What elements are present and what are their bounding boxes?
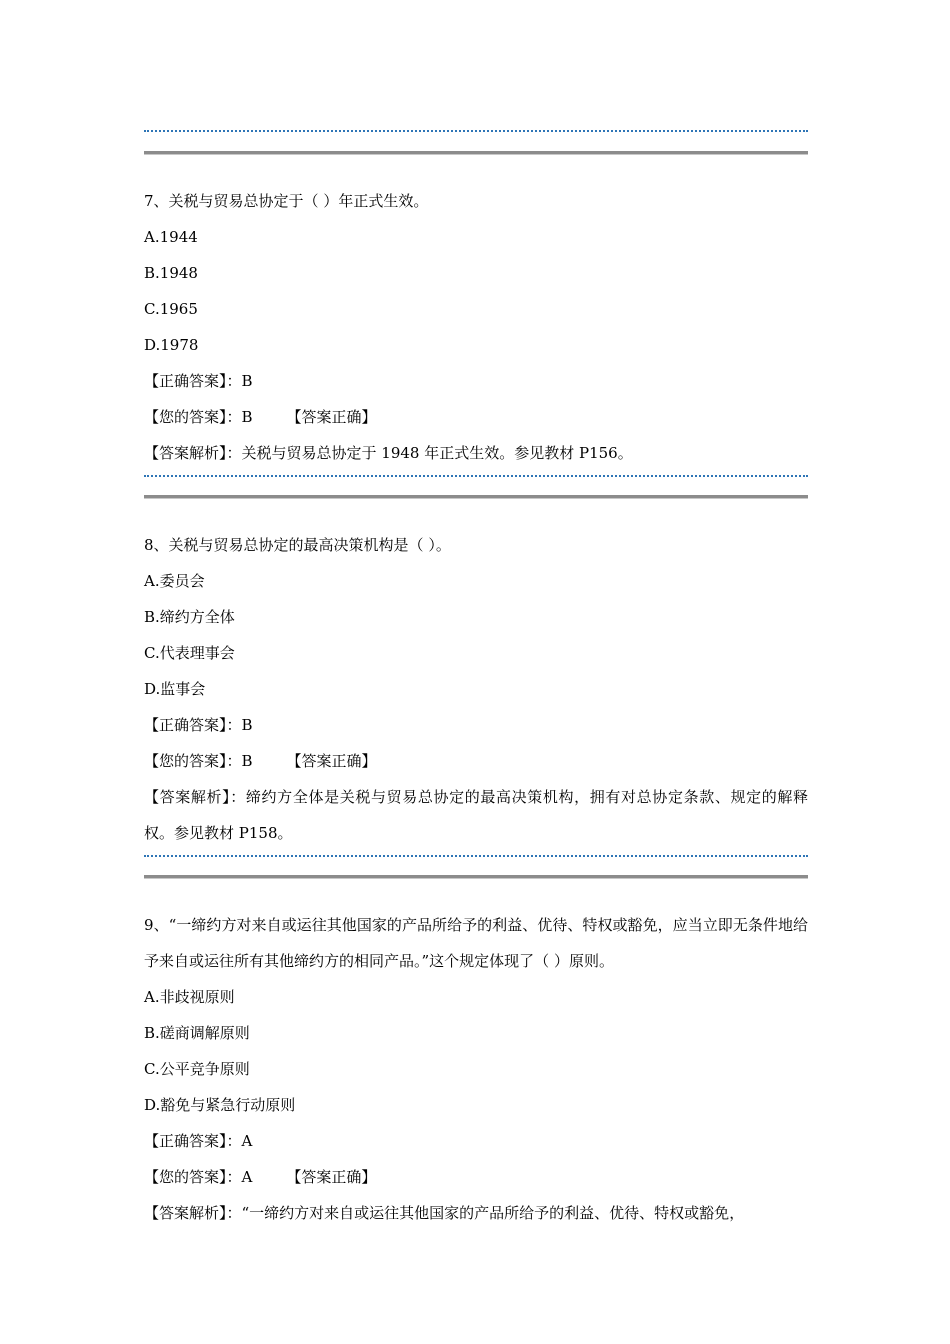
option-a: A.非歧视原则 (144, 988, 235, 1006)
answer-status: 【答案正确】 (286, 1168, 377, 1186)
correct-answer-row (144, 707, 808, 743)
analysis-label: 【答案解析】： (144, 1204, 242, 1222)
option-d: D.豁免与紧急行动原则 (144, 1096, 296, 1114)
correct-answer-value: B (241, 716, 253, 734)
question-text: 8、关税与贸易总协定的最高决策机构是（ ）。 (144, 536, 451, 554)
option-b: B.磋商调解原则 (144, 1024, 250, 1042)
option-c: C.公平竞争原则 (144, 1060, 250, 1078)
question-text: 7、关税与贸易总协定于（ ）年正式生效。 (144, 192, 429, 210)
your-answer-value: B (241, 752, 253, 770)
correct-answer-row (144, 1123, 808, 1159)
analysis-text: 关税与贸易总协定于 1948 年正式生效。参见教材 P156。 (241, 444, 633, 462)
your-answer-row (144, 399, 808, 435)
your-answer-row (144, 1159, 808, 1195)
option-b: B.缔约方全体 (144, 608, 235, 626)
question-block-7 (144, 183, 808, 471)
page-content (144, 0, 808, 1231)
question-block-9 (144, 907, 808, 1231)
analysis-label: 【答案解析】： (144, 444, 242, 462)
correct-answer-row (144, 363, 808, 399)
question-text: 9、“一缔约方对来自或运往其他国家的产品所给予的利益、优待、特权或豁免，应当立即无条件地给予来自或运往所有其他缔约方的相同产品。”这个规定体现了（ ）原则。 (144, 916, 808, 970)
your-answer-row (144, 743, 808, 779)
analysis-row (144, 779, 808, 851)
option-c: C.代表理事会 (144, 644, 235, 662)
analysis-label: 【答案解析】： (144, 788, 246, 806)
correct-answer-label: 【正确答案】： (144, 372, 242, 390)
your-answer-label: 【您的答案】： (144, 408, 242, 426)
analysis-row (144, 1195, 808, 1231)
question-block-8 (144, 527, 808, 851)
your-answer-label: 【您的答案】： (144, 752, 242, 770)
option-d: D.1978 (144, 336, 199, 354)
answer-status: 【答案正确】 (286, 408, 377, 426)
option-d: D.监事会 (144, 680, 206, 698)
correct-answer-value: B (241, 372, 253, 390)
correct-answer-label: 【正确答案】： (144, 716, 242, 734)
analysis-row (144, 435, 808, 471)
answer-status: 【答案正确】 (286, 752, 377, 770)
your-answer-label: 【您的答案】： (144, 1168, 242, 1186)
correct-answer-label: 【正确答案】： (144, 1132, 242, 1150)
analysis-text: 缔约方全体是关税与贸易总协定的最高决策机构，拥有对总协定条款、规定的解释权。参见教材 P158。 (144, 788, 808, 842)
your-answer-value: B (241, 408, 253, 426)
option-a: A.委员会 (144, 572, 205, 590)
correct-answer-value: A (241, 1132, 253, 1150)
option-a: A.1944 (144, 228, 198, 246)
option-c: C.1965 (144, 300, 198, 318)
option-b: B.1948 (144, 264, 198, 282)
your-answer-value: A (241, 1168, 253, 1186)
analysis-text: “一缔约方对来自或运往其他国家的产品所给予的利益、优待、特权或豁免， (241, 1204, 745, 1222)
